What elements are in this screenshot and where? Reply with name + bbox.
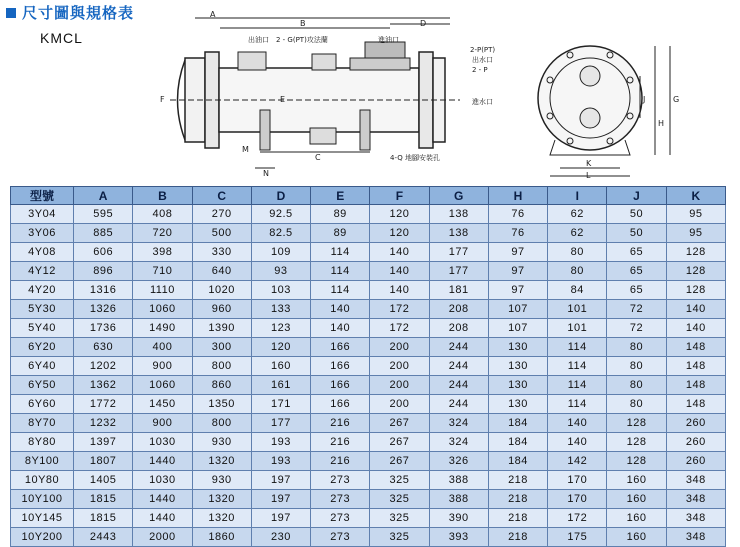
- model-cell: 5Y30: [11, 300, 74, 319]
- value-cell: 193: [251, 452, 310, 471]
- column-header: C: [192, 187, 251, 205]
- dim-H: H: [658, 119, 665, 128]
- value-cell: 1860: [192, 528, 251, 547]
- value-cell: 166: [311, 338, 370, 357]
- value-cell: 130: [488, 357, 547, 376]
- value-cell: 1397: [74, 433, 133, 452]
- value-cell: 50: [607, 205, 666, 224]
- value-cell: 82.5: [251, 224, 310, 243]
- value-cell: 123: [251, 319, 310, 338]
- value-cell: 120: [370, 224, 429, 243]
- value-cell: 184: [488, 452, 547, 471]
- value-cell: 1320: [192, 490, 251, 509]
- value-cell: 130: [488, 376, 547, 395]
- value-cell: 170: [548, 490, 607, 509]
- model-cell: 8Y100: [11, 452, 74, 471]
- value-cell: 76: [488, 224, 547, 243]
- value-cell: 273: [311, 509, 370, 528]
- column-header: A: [74, 187, 133, 205]
- table-row: [11, 357, 726, 376]
- table-row: [11, 471, 726, 490]
- value-cell: 172: [370, 319, 429, 338]
- value-cell: 72: [607, 300, 666, 319]
- dim-M: M: [242, 145, 249, 154]
- value-cell: 244: [429, 376, 488, 395]
- value-cell: 398: [133, 243, 192, 262]
- value-cell: 900: [133, 414, 192, 433]
- model-cell: 10Y100: [11, 490, 74, 509]
- value-cell: 142: [548, 452, 607, 471]
- table-row: [11, 262, 726, 281]
- value-cell: 171: [251, 395, 310, 414]
- label-oil-out: 出油口: [248, 36, 269, 44]
- label-p-pt: 2-P(PT): [470, 46, 496, 54]
- value-cell: 97: [488, 243, 547, 262]
- value-cell: 161: [251, 376, 310, 395]
- label-mount: 4-Q 地腳安裝孔: [390, 154, 440, 162]
- value-cell: 101: [548, 319, 607, 338]
- value-cell: 177: [429, 262, 488, 281]
- dim-D: D: [420, 19, 427, 28]
- table-row: [11, 433, 726, 452]
- value-cell: 97: [488, 281, 547, 300]
- value-cell: 197: [251, 490, 310, 509]
- label-water-out: 出水口: [472, 56, 493, 64]
- value-cell: 172: [548, 509, 607, 528]
- value-cell: 1405: [74, 471, 133, 490]
- value-cell: 140: [370, 262, 429, 281]
- table-row: [11, 452, 726, 471]
- value-cell: 200: [370, 395, 429, 414]
- value-cell: 120: [370, 205, 429, 224]
- column-header: G: [429, 187, 488, 205]
- value-cell: 92.5: [251, 205, 310, 224]
- model-cell: 4Y20: [11, 281, 74, 300]
- column-header: J: [607, 187, 666, 205]
- value-cell: 80: [548, 243, 607, 262]
- value-cell: 140: [311, 300, 370, 319]
- model-name: KMCL: [40, 30, 83, 46]
- value-cell: 140: [370, 281, 429, 300]
- value-cell: 1736: [74, 319, 133, 338]
- model-cell: 6Y40: [11, 357, 74, 376]
- value-cell: 114: [548, 376, 607, 395]
- value-cell: 1316: [74, 281, 133, 300]
- value-cell: 148: [666, 338, 725, 357]
- value-cell: 960: [192, 300, 251, 319]
- value-cell: 273: [311, 471, 370, 490]
- value-cell: 1202: [74, 357, 133, 376]
- table-row: [11, 338, 726, 357]
- value-cell: 114: [311, 281, 370, 300]
- model-cell: 10Y80: [11, 471, 74, 490]
- value-cell: 324: [429, 414, 488, 433]
- label-water-in: 進水口: [472, 98, 493, 106]
- model-cell: 8Y70: [11, 414, 74, 433]
- value-cell: 325: [370, 490, 429, 509]
- value-cell: 2443: [74, 528, 133, 547]
- table-row: [11, 509, 726, 528]
- table-row: [11, 281, 726, 300]
- value-cell: 80: [607, 338, 666, 357]
- value-cell: 260: [666, 452, 725, 471]
- model-cell: 6Y50: [11, 376, 74, 395]
- value-cell: 148: [666, 395, 725, 414]
- value-cell: 148: [666, 376, 725, 395]
- value-cell: 244: [429, 338, 488, 357]
- model-cell: 4Y12: [11, 262, 74, 281]
- value-cell: 270: [192, 205, 251, 224]
- column-header: F: [370, 187, 429, 205]
- value-cell: 1110: [133, 281, 192, 300]
- value-cell: 65: [607, 262, 666, 281]
- value-cell: 138: [429, 205, 488, 224]
- value-cell: 273: [311, 528, 370, 547]
- column-header: D: [251, 187, 310, 205]
- value-cell: 216: [311, 433, 370, 452]
- dimension-drawing: [150, 10, 710, 180]
- model-cell: 4Y08: [11, 243, 74, 262]
- value-cell: 710: [133, 262, 192, 281]
- label-tap: 2 - G(PT)攻法蘭: [276, 36, 328, 44]
- table-row: [11, 528, 726, 547]
- value-cell: 1772: [74, 395, 133, 414]
- value-cell: 640: [192, 262, 251, 281]
- value-cell: 184: [488, 433, 547, 452]
- value-cell: 166: [311, 357, 370, 376]
- value-cell: 260: [666, 433, 725, 452]
- value-cell: 177: [251, 414, 310, 433]
- value-cell: 114: [548, 357, 607, 376]
- value-cell: 930: [192, 433, 251, 452]
- value-cell: 267: [370, 452, 429, 471]
- value-cell: 348: [666, 471, 725, 490]
- model-cell: 10Y200: [11, 528, 74, 547]
- table-header-row: [11, 187, 726, 205]
- model-cell: 5Y40: [11, 319, 74, 338]
- value-cell: 388: [429, 490, 488, 509]
- value-cell: 93: [251, 262, 310, 281]
- title-square-icon: [6, 8, 16, 18]
- value-cell: 400: [133, 338, 192, 357]
- value-cell: 130: [488, 395, 547, 414]
- dim-N: N: [263, 169, 269, 178]
- value-cell: 140: [311, 319, 370, 338]
- value-cell: 197: [251, 509, 310, 528]
- value-cell: 128: [607, 452, 666, 471]
- value-cell: 390: [429, 509, 488, 528]
- value-cell: 140: [370, 243, 429, 262]
- value-cell: 128: [666, 262, 725, 281]
- column-header: B: [133, 187, 192, 205]
- value-cell: 388: [429, 471, 488, 490]
- value-cell: 1030: [133, 433, 192, 452]
- column-header: K: [666, 187, 725, 205]
- value-cell: 148: [666, 357, 725, 376]
- value-cell: 65: [607, 243, 666, 262]
- value-cell: 1232: [74, 414, 133, 433]
- column-header: H: [488, 187, 547, 205]
- value-cell: 260: [666, 414, 725, 433]
- dim-B: B: [300, 19, 306, 28]
- value-cell: 114: [548, 395, 607, 414]
- value-cell: 80: [607, 376, 666, 395]
- value-cell: 244: [429, 395, 488, 414]
- value-cell: 172: [370, 300, 429, 319]
- value-cell: 160: [251, 357, 310, 376]
- label-2p: 2 - P: [472, 66, 488, 74]
- model-cell: 3Y04: [11, 205, 74, 224]
- dim-C: C: [315, 153, 321, 162]
- spec-table: [10, 186, 726, 547]
- dim-A: A: [210, 10, 216, 19]
- value-cell: 95: [666, 224, 725, 243]
- value-cell: 2000: [133, 528, 192, 547]
- value-cell: 1450: [133, 395, 192, 414]
- value-cell: 197: [251, 471, 310, 490]
- value-cell: 896: [74, 262, 133, 281]
- value-cell: 300: [192, 338, 251, 357]
- value-cell: 114: [311, 262, 370, 281]
- value-cell: 114: [311, 243, 370, 262]
- value-cell: 244: [429, 357, 488, 376]
- value-cell: 80: [548, 262, 607, 281]
- value-cell: 128: [666, 281, 725, 300]
- table-row: [11, 243, 726, 262]
- value-cell: 80: [607, 395, 666, 414]
- value-cell: 1815: [74, 509, 133, 528]
- value-cell: 1490: [133, 319, 192, 338]
- value-cell: 175: [548, 528, 607, 547]
- dim-K: K: [586, 159, 592, 168]
- value-cell: 860: [192, 376, 251, 395]
- dim-J: J: [643, 95, 646, 104]
- value-cell: 1320: [192, 509, 251, 528]
- value-cell: 128: [666, 243, 725, 262]
- value-cell: 89: [311, 224, 370, 243]
- value-cell: 140: [548, 414, 607, 433]
- value-cell: 89: [311, 205, 370, 224]
- value-cell: 107: [488, 300, 547, 319]
- value-cell: 114: [548, 338, 607, 357]
- value-cell: 348: [666, 490, 725, 509]
- value-cell: 181: [429, 281, 488, 300]
- dim-F: F: [160, 95, 165, 104]
- table-row: [11, 376, 726, 395]
- value-cell: 208: [429, 300, 488, 319]
- value-cell: 170: [548, 471, 607, 490]
- dim-E: E: [280, 95, 286, 104]
- value-cell: 133: [251, 300, 310, 319]
- value-cell: 930: [192, 471, 251, 490]
- column-header: I: [548, 187, 607, 205]
- value-cell: 595: [74, 205, 133, 224]
- value-cell: 208: [429, 319, 488, 338]
- value-cell: 500: [192, 224, 251, 243]
- value-cell: 348: [666, 528, 725, 547]
- value-cell: 330: [192, 243, 251, 262]
- value-cell: 193: [251, 433, 310, 452]
- value-cell: 720: [133, 224, 192, 243]
- value-cell: 267: [370, 414, 429, 433]
- value-cell: 1390: [192, 319, 251, 338]
- table-row: [11, 395, 726, 414]
- value-cell: 140: [548, 433, 607, 452]
- label-oil-in: 進油口: [378, 36, 399, 44]
- table-row: [11, 490, 726, 509]
- value-cell: 218: [488, 471, 547, 490]
- value-cell: 200: [370, 376, 429, 395]
- value-cell: 80: [607, 357, 666, 376]
- dim-L: L: [586, 171, 591, 180]
- value-cell: 267: [370, 433, 429, 452]
- value-cell: 218: [488, 490, 547, 509]
- value-cell: 101: [548, 300, 607, 319]
- value-cell: 1060: [133, 376, 192, 395]
- value-cell: 216: [311, 452, 370, 471]
- table-row: [11, 414, 726, 433]
- value-cell: 65: [607, 281, 666, 300]
- value-cell: 324: [429, 433, 488, 452]
- value-cell: 72: [607, 319, 666, 338]
- table-row: [11, 224, 726, 243]
- value-cell: 166: [311, 376, 370, 395]
- value-cell: 1440: [133, 490, 192, 509]
- value-cell: 1320: [192, 452, 251, 471]
- value-cell: 138: [429, 224, 488, 243]
- value-cell: 107: [488, 319, 547, 338]
- value-cell: 160: [607, 528, 666, 547]
- value-cell: 273: [311, 490, 370, 509]
- value-cell: 325: [370, 471, 429, 490]
- model-cell: 3Y06: [11, 224, 74, 243]
- page-title-text: 尺寸圖與規格表: [22, 4, 135, 22]
- value-cell: 160: [607, 471, 666, 490]
- value-cell: 230: [251, 528, 310, 547]
- value-cell: 160: [607, 490, 666, 509]
- value-cell: 95: [666, 205, 725, 224]
- table-row: [11, 300, 726, 319]
- table-row: [11, 205, 726, 224]
- value-cell: 130: [488, 338, 547, 357]
- model-cell: 10Y145: [11, 509, 74, 528]
- value-cell: 630: [74, 338, 133, 357]
- value-cell: 1030: [133, 471, 192, 490]
- column-header: 型號: [11, 187, 74, 205]
- value-cell: 218: [488, 528, 547, 547]
- value-cell: 140: [666, 300, 725, 319]
- value-cell: 128: [607, 433, 666, 452]
- value-cell: 166: [311, 395, 370, 414]
- value-cell: 348: [666, 509, 725, 528]
- value-cell: 62: [548, 224, 607, 243]
- value-cell: 1815: [74, 490, 133, 509]
- table-row: [11, 319, 726, 338]
- value-cell: 885: [74, 224, 133, 243]
- value-cell: 140: [666, 319, 725, 338]
- model-cell: 8Y80: [11, 433, 74, 452]
- table-body: [11, 205, 726, 547]
- value-cell: 1020: [192, 281, 251, 300]
- value-cell: 326: [429, 452, 488, 471]
- value-cell: 50: [607, 224, 666, 243]
- column-header: E: [311, 187, 370, 205]
- value-cell: 103: [251, 281, 310, 300]
- value-cell: 800: [192, 357, 251, 376]
- value-cell: 1350: [192, 395, 251, 414]
- value-cell: 120: [251, 338, 310, 357]
- value-cell: 160: [607, 509, 666, 528]
- value-cell: 606: [74, 243, 133, 262]
- value-cell: 1440: [133, 452, 192, 471]
- value-cell: 97: [488, 262, 547, 281]
- value-cell: 900: [133, 357, 192, 376]
- value-cell: 200: [370, 357, 429, 376]
- value-cell: 177: [429, 243, 488, 262]
- value-cell: 325: [370, 528, 429, 547]
- value-cell: 1807: [74, 452, 133, 471]
- value-cell: 1440: [133, 509, 192, 528]
- value-cell: 800: [192, 414, 251, 433]
- value-cell: 200: [370, 338, 429, 357]
- value-cell: 1362: [74, 376, 133, 395]
- value-cell: 325: [370, 509, 429, 528]
- value-cell: 408: [133, 205, 192, 224]
- model-cell: 6Y60: [11, 395, 74, 414]
- dim-G: G: [673, 95, 680, 104]
- value-cell: 1326: [74, 300, 133, 319]
- value-cell: 62: [548, 205, 607, 224]
- value-cell: 216: [311, 414, 370, 433]
- value-cell: 84: [548, 281, 607, 300]
- value-cell: 76: [488, 205, 547, 224]
- value-cell: 128: [607, 414, 666, 433]
- value-cell: 184: [488, 414, 547, 433]
- value-cell: 218: [488, 509, 547, 528]
- page-title: [6, 2, 134, 23]
- value-cell: 1060: [133, 300, 192, 319]
- value-cell: 109: [251, 243, 310, 262]
- model-cell: 6Y20: [11, 338, 74, 357]
- value-cell: 393: [429, 528, 488, 547]
